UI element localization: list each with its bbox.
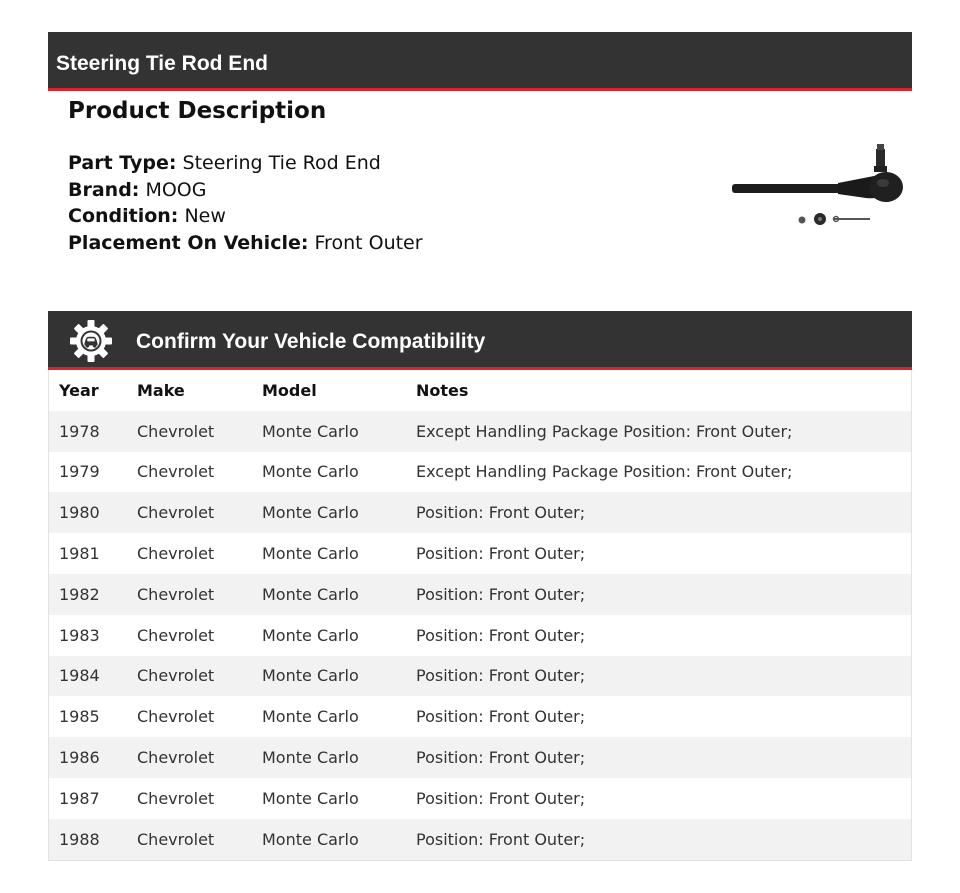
cell-year: 1987 (59, 788, 100, 808)
cell-model: Monte Carlo (262, 625, 359, 645)
cell-notes: Position: Front Outer; (416, 584, 586, 604)
cell-model: Monte Carlo (262, 584, 359, 604)
cell-model: Monte Carlo (262, 788, 359, 808)
table-row (49, 615, 911, 656)
cell-make: Chevrolet (137, 829, 215, 849)
table-row (49, 696, 911, 737)
spec-value: New (184, 205, 226, 227)
cell-notes: Position: Front Outer; (416, 625, 586, 645)
cell-model: Monte Carlo (262, 829, 359, 849)
cell-model: Monte Carlo (262, 462, 359, 482)
cell-model: Monte Carlo (262, 707, 359, 727)
cell-notes: Except Handling Package Position: Front Outer; (416, 421, 793, 441)
cell-make: Chevrolet (137, 503, 215, 523)
tie-rod-end-image (726, 136, 910, 236)
column-header-model: Model (262, 380, 317, 400)
table-row (49, 411, 911, 452)
cell-make: Chevrolet (137, 584, 215, 604)
table-row (49, 819, 911, 860)
cell-make: Chevrolet (137, 707, 215, 727)
table-row (49, 574, 911, 615)
compatibility-header (48, 311, 912, 370)
spec-brand (68, 177, 423, 204)
cell-make: Chevrolet (137, 544, 215, 564)
spec-list (68, 150, 423, 256)
product-title-bar (48, 32, 912, 91)
cell-notes: Position: Front Outer; (416, 788, 586, 808)
cell-year: 1980 (59, 503, 100, 523)
cell-model: Monte Carlo (262, 748, 359, 768)
cell-make: Chevrolet (137, 462, 215, 482)
cell-year: 1979 (59, 462, 100, 482)
cell-notes: Position: Front Outer; (416, 666, 586, 686)
cell-model: Monte Carlo (262, 503, 359, 523)
table-row (49, 452, 911, 493)
table-header-row (49, 370, 911, 411)
cell-notes: Position: Front Outer; (416, 707, 586, 727)
spec-label: Placement On Vehicle: (68, 231, 309, 254)
cell-notes: Position: Front Outer; (416, 829, 586, 849)
cell-make: Chevrolet (137, 421, 215, 441)
table-row (49, 492, 911, 533)
description-heading: Product Description (68, 98, 327, 124)
spec-part-type (68, 150, 423, 177)
table-row (49, 656, 911, 697)
cell-model: Monte Carlo (262, 666, 359, 686)
table-row (49, 533, 911, 574)
cell-make: Chevrolet (137, 666, 215, 686)
cell-make: Chevrolet (137, 625, 215, 645)
cell-make: Chevrolet (137, 748, 215, 768)
cell-model: Monte Carlo (262, 544, 359, 564)
gear-car-icon (70, 320, 112, 362)
cell-year: 1984 (59, 666, 100, 686)
cell-notes: Position: Front Outer; (416, 544, 586, 564)
spec-condition (68, 203, 423, 230)
cell-notes: Position: Front Outer; (416, 748, 586, 768)
spec-label: Condition: (68, 205, 179, 227)
cell-model: Monte Carlo (262, 421, 359, 441)
spec-value: Front Outer (314, 231, 423, 254)
cell-year: 1986 (59, 748, 100, 768)
column-header-notes: Notes (416, 380, 469, 400)
spec-label: Brand: (68, 178, 140, 201)
column-header-year: Year (59, 380, 99, 400)
table-row (49, 778, 911, 819)
spec-label: Part Type: (68, 152, 177, 174)
cell-year: 1981 (59, 544, 100, 564)
cell-notes: Except Handling Package Position: Front Outer; (416, 462, 793, 482)
spec-placement (68, 230, 423, 257)
cell-year: 1983 (59, 625, 100, 645)
compatibility-table (48, 370, 912, 861)
cell-year: 1982 (59, 584, 100, 604)
product-title: Steering Tie Rod End (56, 52, 268, 75)
compatibility-title: Confirm Your Vehicle Compatibility (136, 330, 486, 353)
spec-value: Steering Tie Rod End (182, 152, 381, 174)
cell-notes: Position: Front Outer; (416, 503, 586, 523)
cell-year: 1985 (59, 707, 100, 727)
spec-value: MOOG (145, 178, 207, 201)
cell-make: Chevrolet (137, 788, 215, 808)
table-row (49, 737, 911, 778)
cell-year: 1988 (59, 829, 100, 849)
column-header-make: Make (137, 380, 185, 400)
cell-year: 1978 (59, 421, 100, 441)
